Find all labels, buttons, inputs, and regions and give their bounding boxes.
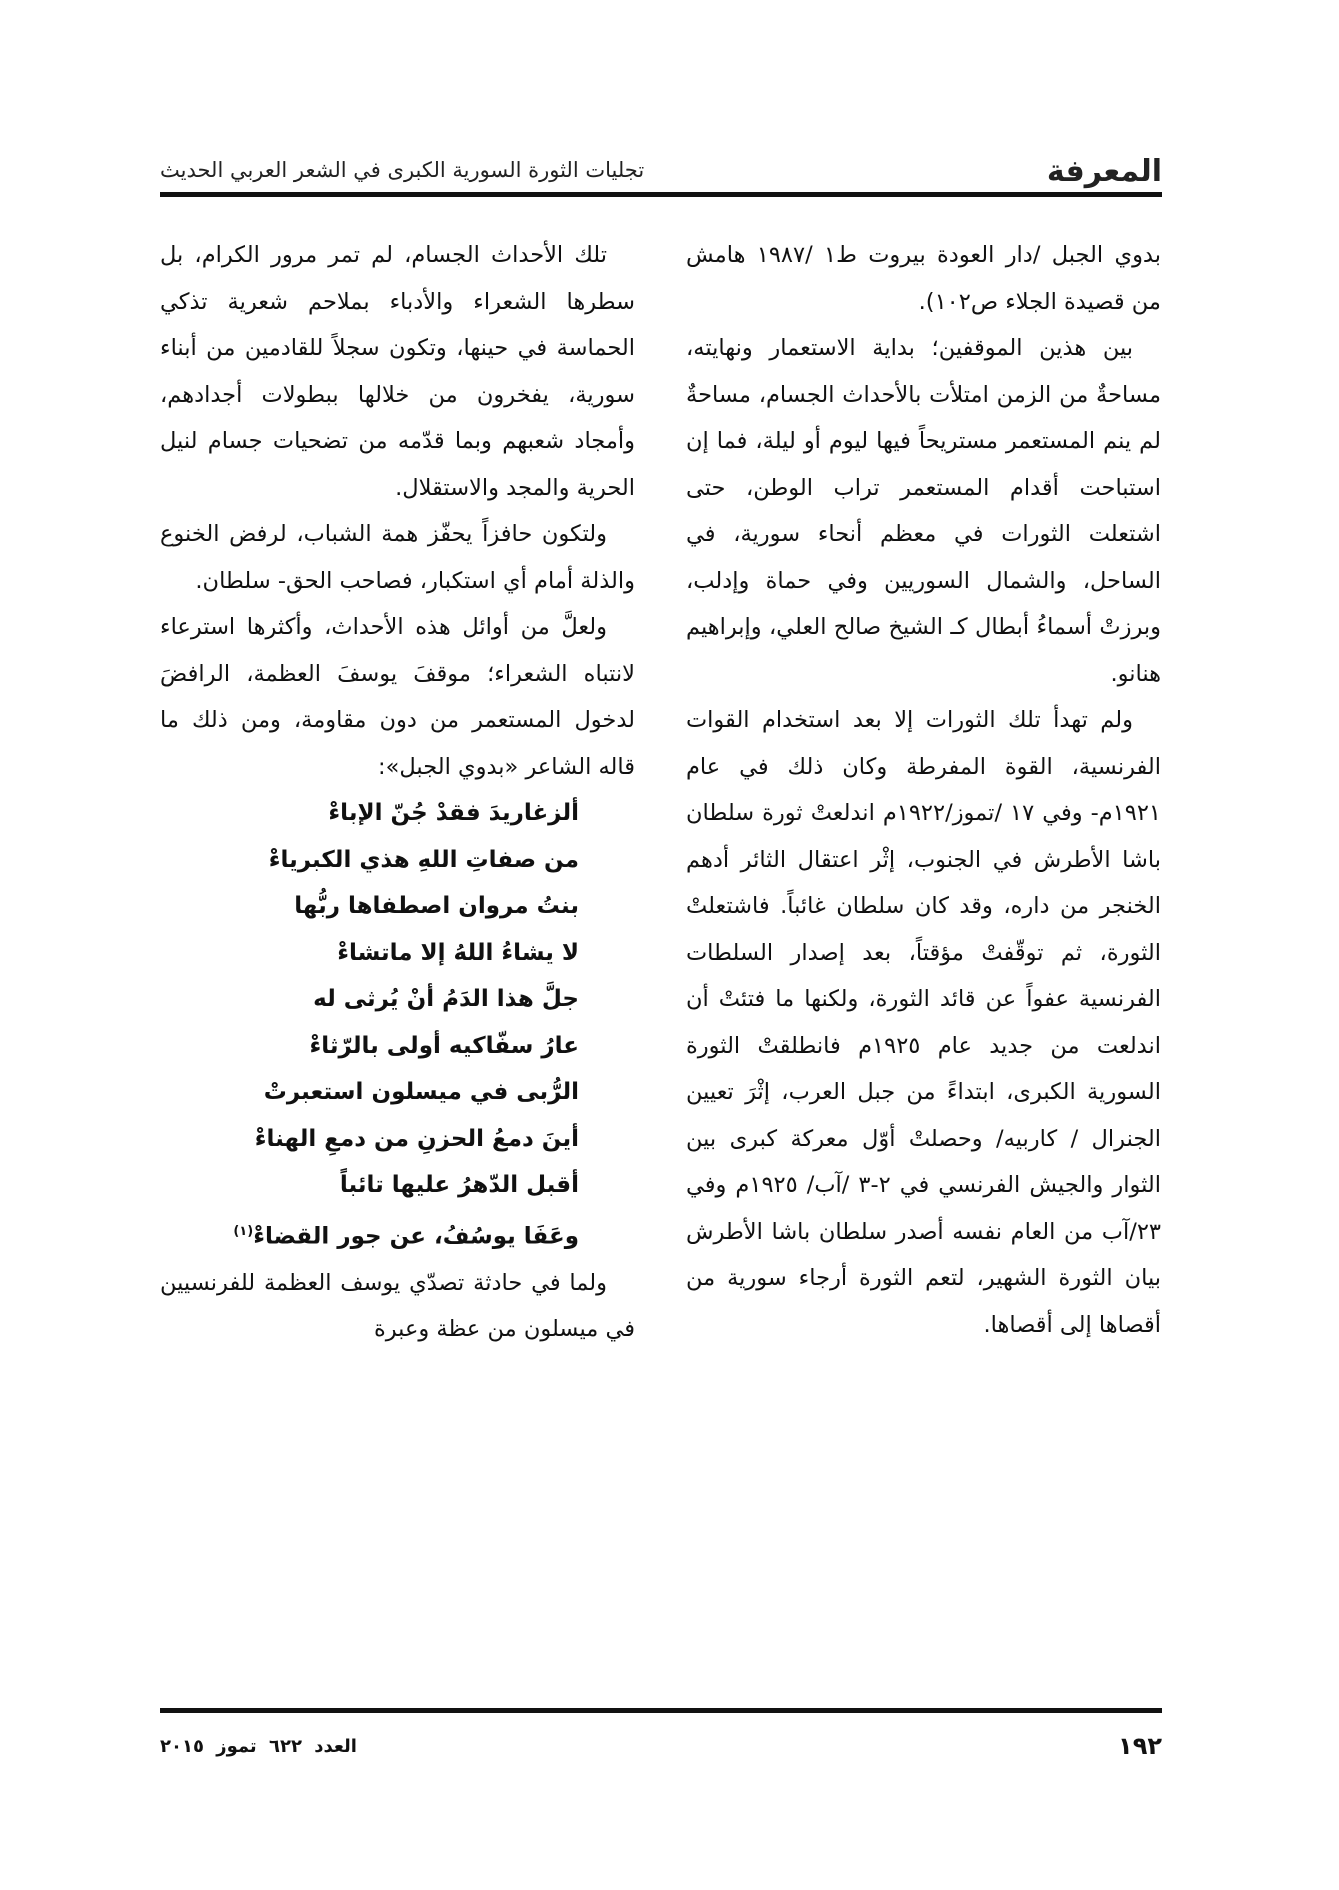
poem-verse: أينَ دمعُ الحزنِ من دمعِ الهناءْ bbox=[254, 1125, 579, 1152]
poem-verse: الرُّبى في ميسلون استعبرتْ bbox=[263, 1079, 579, 1105]
poem-verse-last bbox=[160, 1209, 635, 1260]
poem-verse: من صفاتِ اللهِ هذي الكبرياءْ bbox=[268, 846, 579, 873]
paragraph: ولعلَّ من أوائل هذه الأحداث، وأكثرها استرعاء لانتباه الشعراء؛ موقفَ يوسفَ العظمة، الرافضَ لدخول المستعمر من دون مقاومة، ومن ذلك ما قاله الشاعر «بدوي الجبل»: bbox=[160, 614, 635, 780]
page-number: ١٩٢ bbox=[1118, 1732, 1162, 1760]
left-column bbox=[160, 232, 635, 1353]
footer-rule bbox=[160, 1708, 1162, 1713]
paragraph: تلك الأحداث الجسام، لم تمر مرور الكرام، بل سطرها الشعراء والأدباء بملاحم شعرية تذكي الحماسة في حينها، وتكون سجلاً للقادمين من أبناء سورية، يفخرون من خلالها ببطولات أجدادهم، وأمجاد شعبهم وبما قدّمه من تضحيات جسام لنيل الحرية والمجد والاستقلال. bbox=[160, 242, 635, 501]
poem-verse-text: وعَفَا يوسُفُ، عن جور القضاءْ bbox=[253, 1223, 579, 1250]
paragraph: ولتكون حافزاً يحفّز همة الشباب، لرفض الخنوع والذلة أمام أي استكبار، فصاحب الحق- سلطان. bbox=[160, 521, 635, 594]
poem-verse: بنتُ مروان اصطفاها ربُّها bbox=[294, 893, 579, 919]
footnote-marker: (١) bbox=[233, 1223, 254, 1239]
right-column bbox=[686, 232, 1161, 1348]
paragraph: بين هذين الموقفين؛ بداية الاستعمار ونهايته، مساحةٌ من الزمن امتلأت بالأحداث الجسام، مساحةٌ لم ينم المستعمر مستريحاً فيها ليوم أو ليلة، فما إن استباحت أقدام المستعمر تراب الوطن، حتى اشتعلت الثورات في معظم أنحاء سورية، في الساحل، والشمال السوريين وفي حماة وإدلب، وبرزتْ أسماءُ أبطال كـ الشيخ صالح العلي، وإبراهيم هنانو. bbox=[686, 335, 1161, 687]
paragraph: بدوي الجبل /دار العودة بيروت ط١ /١٩٨٧ هامش من قصيدة الجلاء ص١٠٢). bbox=[686, 242, 1162, 315]
running-title: تجليات الثورة السورية الكبرى في الشعر العربي الحديث bbox=[160, 158, 645, 182]
poem-verse: جلَّ هذا الدَمُ أنْ يُرثى له bbox=[313, 986, 579, 1012]
poem-verse: أقبل الدّهرُ عليها تائباً bbox=[339, 1172, 579, 1198]
poem-verse: لا يشاءُ اللهُ إلا ماتشاءْ bbox=[337, 939, 579, 966]
paragraph: ولما في حادثة تصدّي يوسف العظمة للفرنسيين في ميسلون من عظة وعبرة bbox=[160, 1269, 635, 1343]
page-header bbox=[160, 152, 1162, 196]
page-footer bbox=[160, 1732, 1162, 1772]
magazine-logo: المعرفة bbox=[1046, 154, 1162, 189]
poem-verse: ألزغاريدَ فقدْ جُنّ الإباءْ bbox=[328, 800, 579, 826]
header-rule bbox=[160, 192, 1162, 197]
poem-verse: عارُ سفّاكيه أولى بالرّثاءْ bbox=[309, 1032, 579, 1059]
poem bbox=[160, 790, 635, 1260]
issue-info: العدد ٦٢٢ تموز ٢٠١٥ bbox=[160, 1736, 357, 1757]
paragraph: ولم تهدأ تلك الثورات إلا بعد استخدام القوات الفرنسية، القوة المفرطة وكان ذلك في عام ١٩٢١م- وفي ١٧ /تموز/١٩٢٢م اندلعتْ ثورة سلطان باشا الأطرش في الجنوب، إثْر اعتقال الثائر أدهم الخنجر من داره، وقد كان سلطان غائباً. فاشتعلتْ الثورة، ثم توقّفتْ مؤقتاً، بعد إصدار السلطات الفرنسية عفواً عن قائد الثورة، ولكنها ما فتئتْ أن اندلعت من جديد عام ١٩٢٥م فانطلقتْ الثورة السورية الكبرى، ابتداءً من جبل العرب، إثْرَ تعيين الجنرال / كاربيه/ وحصلتْ أوّل معركة كبرى بين الثوار والجيش الفرنسي في ٢-٣ /آب/ ١٩٢٥م وفي ٢٣/آب من العام نفسه أصدر سلطان باشا الأطرش بيان الثورة الشهير، لتعم الثورة أرجاء سورية من أقصاها إلى أقصاها. bbox=[686, 707, 1162, 1338]
